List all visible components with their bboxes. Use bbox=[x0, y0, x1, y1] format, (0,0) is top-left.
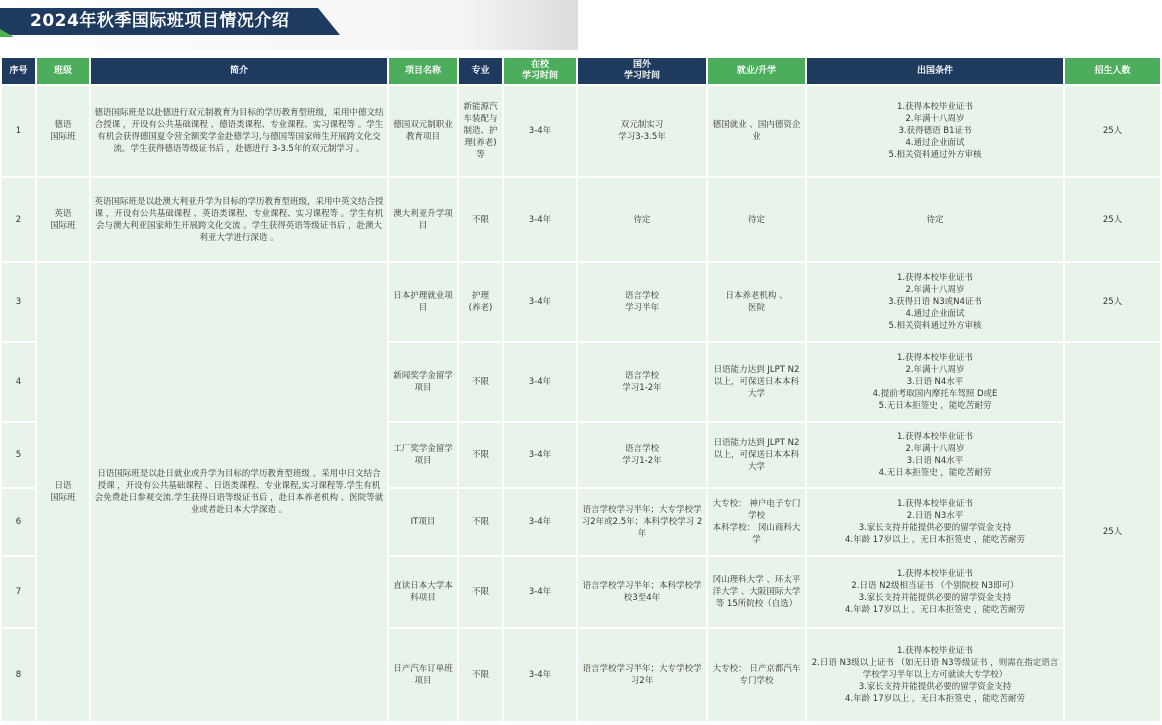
major: 不限 bbox=[459, 178, 502, 261]
header-school-time: 在校 学习时间 bbox=[504, 58, 576, 84]
abroad-time: 语言学校 学习1-2年 bbox=[578, 343, 706, 421]
conditions: 1.获得本校毕业证书 2.年满十八周岁 3.获得德语 B1证书 4.通过企业面试 5.相关资料通过外方审核 bbox=[807, 86, 1063, 176]
career: 待定 bbox=[708, 178, 805, 261]
header-career: 就业/升学 bbox=[708, 58, 805, 84]
row-no: 4 bbox=[2, 343, 35, 421]
header-intro: 简介 bbox=[91, 58, 387, 84]
class-name: 英语 国际班 bbox=[37, 178, 89, 261]
class-intro: 日语国际班是以赴日就业或升学为目标的学历教育型班级 。采用中日文结合授课 ，开设有公共基础课程 、日语类课程、专业课程,实习课程等.学生有机会免费赴日参观交流.学生获得日语等级证书后 ，赴日本养老机构 、医院等就业或者赴日本大学深造 。 bbox=[91, 263, 387, 721]
class-intro: 英语国际班是以赴澳大利亚升学为目标的学历教育型班级，采用中英文结合授课 ，开设有公共基础课程 、英语类课程、专业课程、实习课程等 。学生有机会与澳大利亚国家师生开展跨文化交流 。学生获得英语等级证书后 ，赴澳大利亚大学进行深造 。 bbox=[91, 178, 387, 261]
header-row bbox=[2, 58, 1160, 84]
row-no: 3 bbox=[2, 263, 35, 341]
conditions: 1.获得本校毕业证书 2.年满十八周岁 3.获得日语 N3或N4证书 4.通过企业面试 5.相关资料通过外方审核 bbox=[807, 263, 1063, 341]
major: 新能源汽车装配与制造、护理(养老)等 bbox=[459, 86, 502, 176]
enroll-count: 25人 bbox=[1065, 263, 1160, 341]
major: 不限 bbox=[459, 423, 502, 487]
enroll-count: 25人 bbox=[1065, 86, 1160, 176]
conditions: 待定 bbox=[807, 178, 1063, 261]
row-no: 5 bbox=[2, 423, 35, 487]
major: 不限 bbox=[459, 489, 502, 555]
school-time: 3-4年 bbox=[504, 489, 576, 555]
career: 大专校： 日产京都汽车专门学校 bbox=[708, 629, 805, 721]
row-no: 6 bbox=[2, 489, 35, 555]
abroad-time: 语言学校学习半年；本科学校学校3至4年 bbox=[578, 557, 706, 627]
project-name: 德国双元制职业教育项目 bbox=[389, 86, 457, 176]
abroad-time: 语言学校 学习半年 bbox=[578, 263, 706, 341]
project-name: 直读日本大学本科项目 bbox=[389, 557, 457, 627]
row-no: 7 bbox=[2, 557, 35, 627]
school-time: 3-4年 bbox=[504, 343, 576, 421]
row-no: 8 bbox=[2, 629, 35, 721]
header-abroad-time: 国外 学习时间 bbox=[578, 58, 706, 84]
project-name: 澳大利亚升学项目 bbox=[389, 178, 457, 261]
table-row bbox=[2, 263, 1160, 341]
enroll-count: 25人 bbox=[1065, 178, 1160, 261]
abroad-time: 语言学校 学习1-2年 bbox=[578, 423, 706, 487]
school-time: 3-4年 bbox=[504, 557, 576, 627]
project-name: 日本护理就业项目 bbox=[389, 263, 457, 341]
title-banner bbox=[0, 0, 1162, 50]
header-major: 专业 bbox=[459, 58, 502, 84]
page-title: 2024年秋季国际班项目情况介绍 bbox=[30, 11, 290, 31]
program-table bbox=[0, 56, 1162, 723]
conditions: 1.获得本校毕业证书 2.日语 N2级相当证书 （个别院校 N3即可） 3.家长支持并能提供必要的留学资金支持 4.年龄 17岁以上 ，无日本拒签史 ，能吃苦耐劳 bbox=[807, 557, 1063, 627]
abroad-time: 语言学校学习半年；大专学校学习2年 bbox=[578, 629, 706, 721]
class-name: 德语 国际班 bbox=[37, 86, 89, 176]
table-row bbox=[2, 86, 1160, 176]
major: 不限 bbox=[459, 557, 502, 627]
table-row bbox=[2, 178, 1160, 261]
class-intro: 德语国际班是以赴德进行双元制教育为目标的学历教育型班级，采用中德文结合授课 ，开设有公共基础课程 、德语类课程、专业课程、实习课程等 。学生有机会获得德国夏令营全额奖学金赴德学习,与德国等国家师生开展跨文化交流。学生获得德语等级证书后 ，赴德进行 3-3.5年的双元制学习 。 bbox=[91, 86, 387, 176]
conditions: 1.获得本校毕业证书 2.日语 N3级以上证书 （如无日语 N3等级证书 ，则需在指定语言学校学习半年以上方可就读大专学校） 3.家长支持并能提供必要的留学资金支持 4.年龄 17岁以上 ，无日本拒签史 ，能吃苦耐劳 bbox=[807, 629, 1063, 721]
school-time: 3-4年 bbox=[504, 263, 576, 341]
enroll-count: 25人 bbox=[1065, 343, 1160, 721]
header-class: 班级 bbox=[37, 58, 89, 84]
abroad-time: 待定 bbox=[578, 178, 706, 261]
project-name: 新闻奖学金留学项目 bbox=[389, 343, 457, 421]
project-name: IT项目 bbox=[389, 489, 457, 555]
career: 日语能力达到 JLPT N2以上，可保送日本本科大学 bbox=[708, 423, 805, 487]
conditions: 1.获得本校毕业证书 2.年满十八周岁 3.日语 N4水平 4.提前考取国内摩托车驾照 D或E 5.无日本拒签史 ，能吃苦耐劳 bbox=[807, 343, 1063, 421]
career: 日本养老机构 、 医院 bbox=[708, 263, 805, 341]
school-time: 3-4年 bbox=[504, 178, 576, 261]
conditions: 1.获得本校毕业证书 2.日语 N3水平 3.家长支持并能提供必要的留学资金支持 4.年龄 17岁以上 ，无日本拒签史 ，能吃苦耐劳 bbox=[807, 489, 1063, 555]
row-no: 1 bbox=[2, 86, 35, 176]
header-conditions: 出国条件 bbox=[807, 58, 1063, 84]
career: 日语能力达到 JLPT N2以上，可保送日本本科大学 bbox=[708, 343, 805, 421]
major: 不限 bbox=[459, 343, 502, 421]
career: 德国就业 、国内德资企业 bbox=[708, 86, 805, 176]
project-name: 日产汽车订单班项目 bbox=[389, 629, 457, 721]
career: 大专校： 神户电子专门学校 本科学校： 冈山商科大学 bbox=[708, 489, 805, 555]
row-no: 2 bbox=[2, 178, 35, 261]
career: 冈山理科大学 、环太平洋大学 、大阪国际大学等 15所院校（自选） bbox=[708, 557, 805, 627]
school-time: 3-4年 bbox=[504, 86, 576, 176]
school-time: 3-4年 bbox=[504, 629, 576, 721]
header-project: 项目名称 bbox=[389, 58, 457, 84]
conditions: 1.获得本校毕业证书 2.年满十八周岁 3.日语 N4水平 4.无日本拒签史 ，能吃苦耐劳 bbox=[807, 423, 1063, 487]
major: 不限 bbox=[459, 629, 502, 721]
project-name: 工厂奖学金留学项目 bbox=[389, 423, 457, 487]
header-enroll: 招生人数 bbox=[1065, 58, 1160, 84]
school-time: 3-4年 bbox=[504, 423, 576, 487]
abroad-time: 语言学校学习半年；大专学校学习2年或2.5年；本科学校学习 2年 bbox=[578, 489, 706, 555]
class-name: 日语 国际班 bbox=[37, 263, 89, 721]
header-no: 序号 bbox=[2, 58, 35, 84]
major: 护理 (养老) bbox=[459, 263, 502, 341]
abroad-time: 双元制实习 学习3-3.5年 bbox=[578, 86, 706, 176]
